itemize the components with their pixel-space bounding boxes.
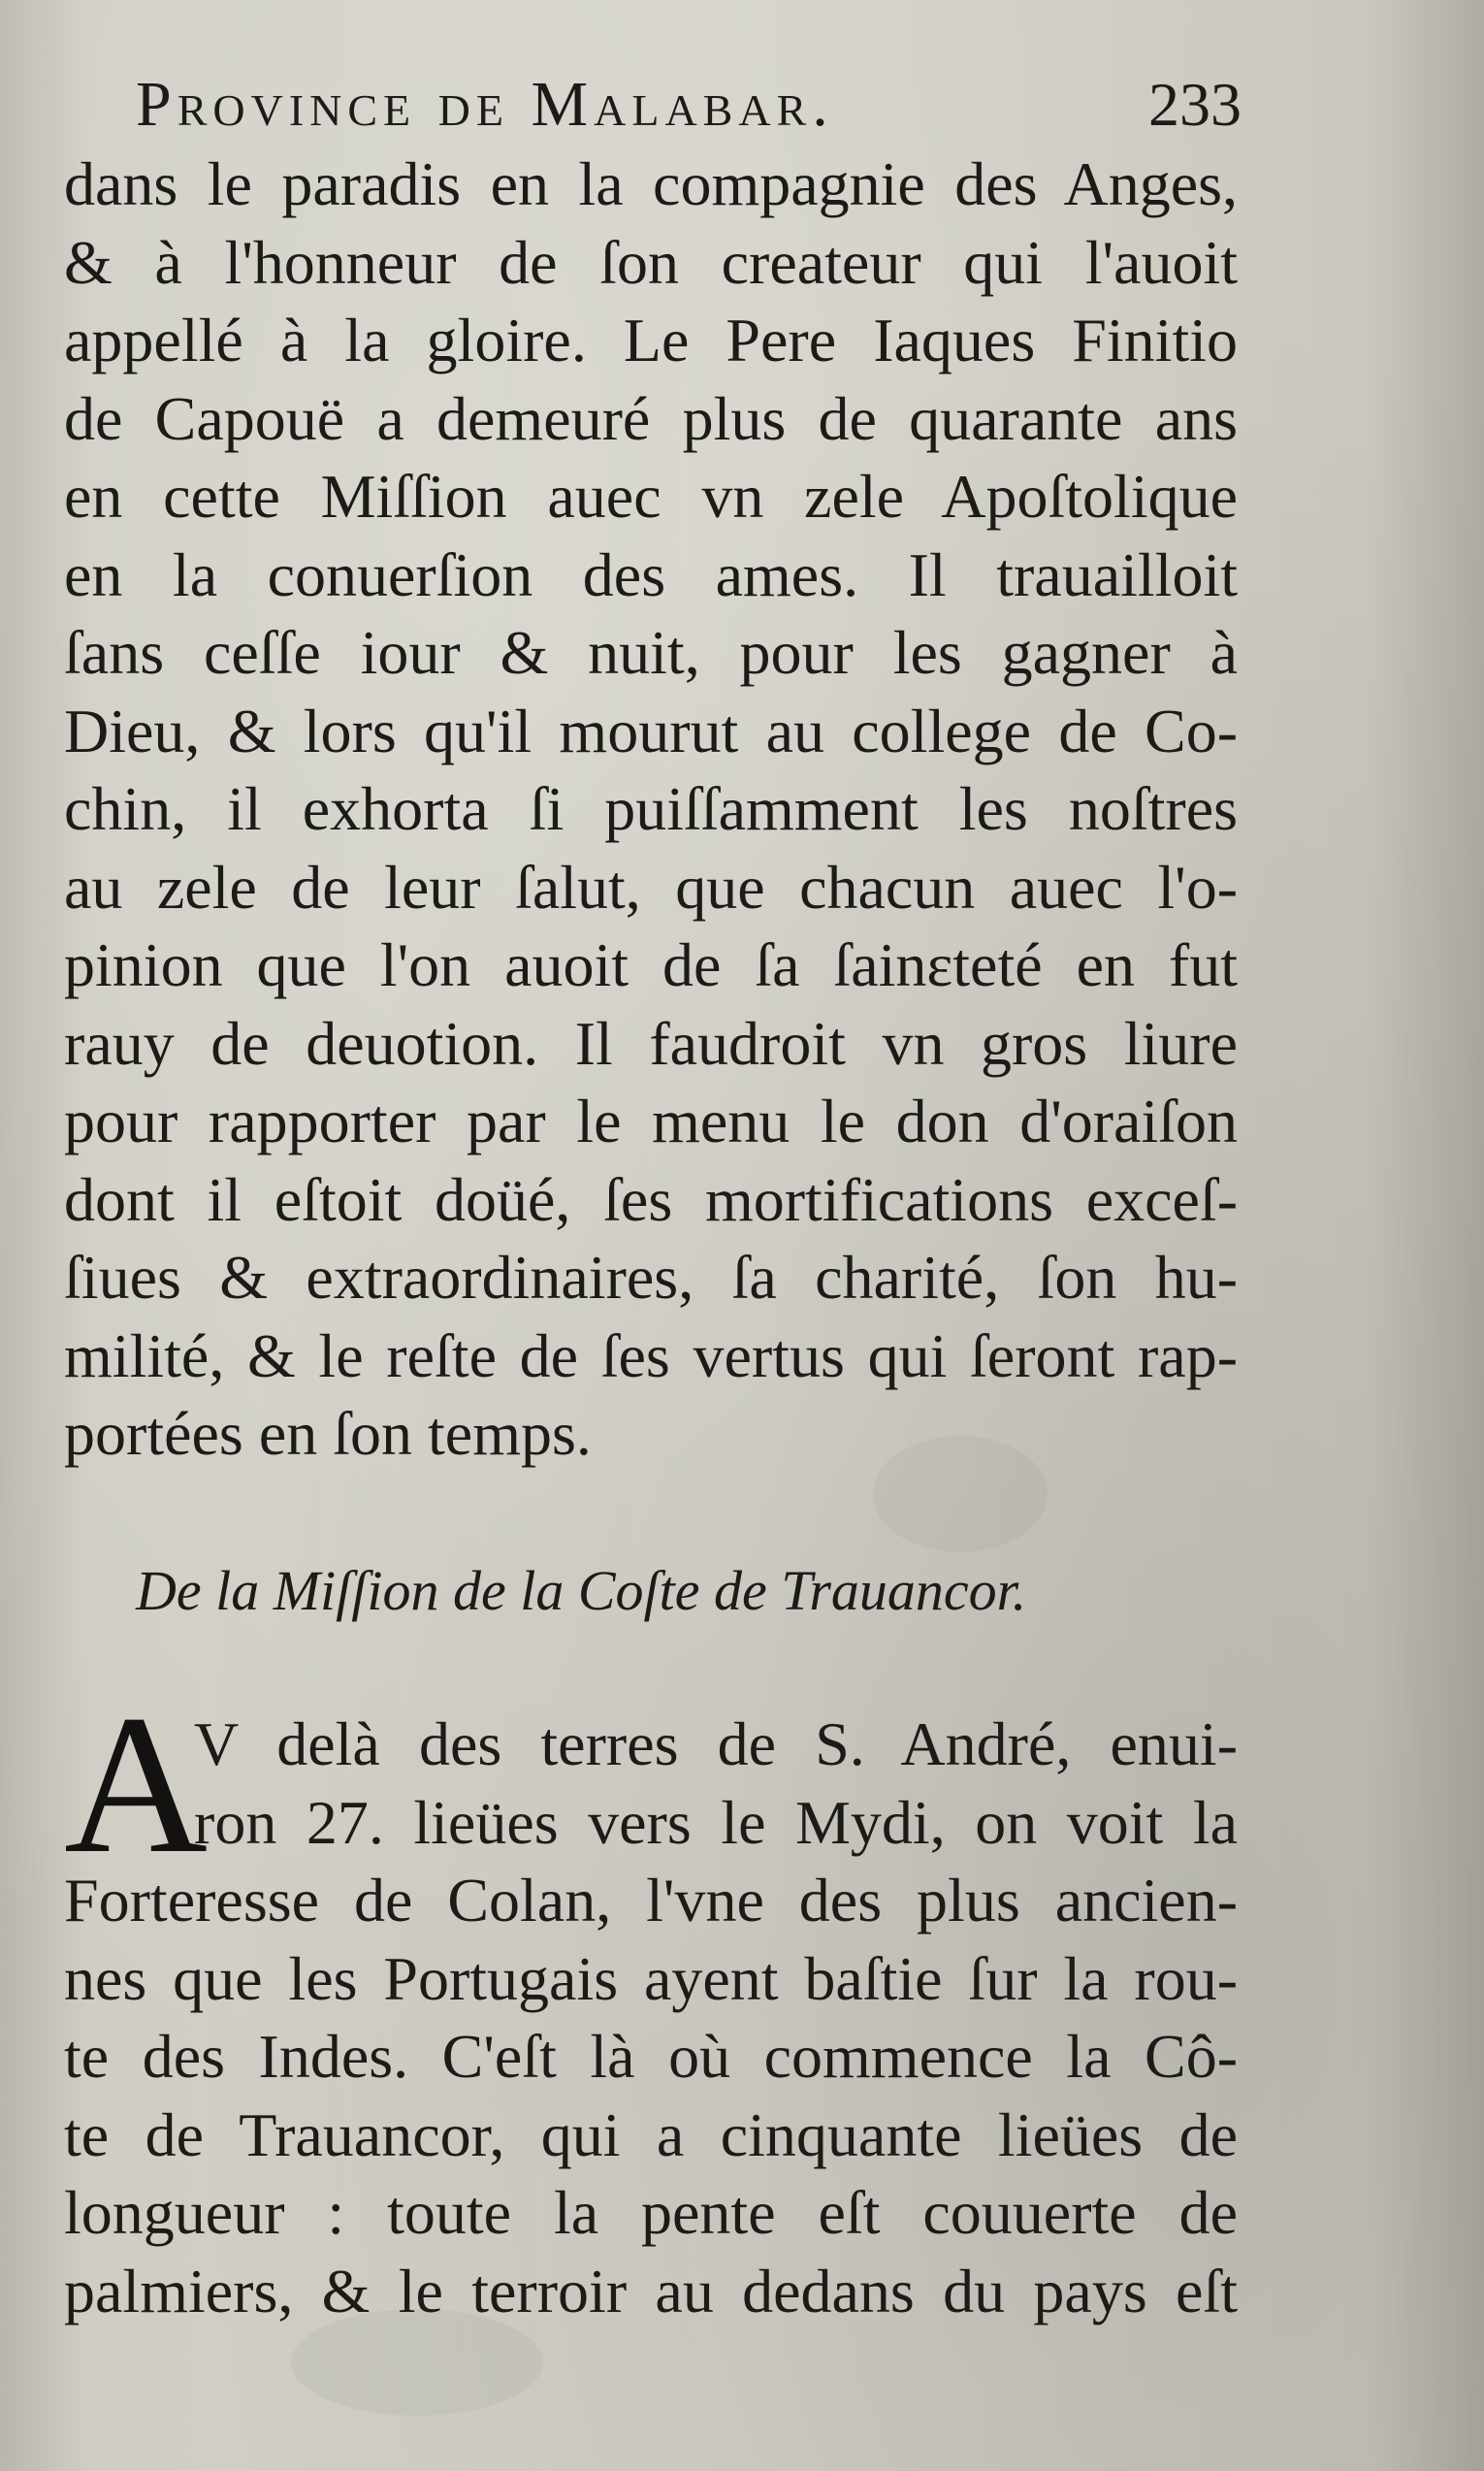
page-header bbox=[136, 66, 1242, 144]
text-line: te de Trauancor, qui a cinquante lieües de bbox=[64, 2099, 1238, 2169]
section-heading: De la Miſſion de la Coſte de Trauancor. bbox=[136, 1559, 1027, 1622]
text-line: dont il eſtoit doüé, ſes mortifications exceſ- bbox=[64, 1164, 1238, 1234]
text-line: Dieu, & lors qu'il mourut au college de Co- bbox=[64, 696, 1238, 765]
text-line: palmiers, & le terroir au dedans du pays eſt bbox=[64, 2256, 1238, 2325]
text-line: pinion que l'on auoit de ſa ſainɛteté en fut bbox=[64, 930, 1238, 999]
paragraph-section-start bbox=[64, 1674, 1238, 2330]
text-line: Forteresse de Colan, l'vne des plus ancien- bbox=[64, 1866, 1238, 1935]
text-line: longueur : toute la pente eſt couuerte de bbox=[64, 2178, 1238, 2247]
text-line: pour rapporter par le menu le don d'oraiſon bbox=[64, 1087, 1238, 1155]
text-line: rauy de deuotion. Il faudroit vn gros liure bbox=[64, 1008, 1238, 1078]
text-line: dans le paradis en la compagnie des Anges, bbox=[64, 149, 1238, 218]
text-line: te des Indes. C'eſt là où commence la Cô- bbox=[64, 2022, 1238, 2091]
text-line: ſans ceſſe iour & nuit, pour les gagner à bbox=[64, 618, 1238, 687]
text-line: de Capouë a demeuré plus de quarante ans bbox=[64, 383, 1238, 453]
text-line: milité, & le reſte de ſes vertus qui ſeront rap- bbox=[64, 1320, 1238, 1390]
drop-cap: A bbox=[64, 1674, 209, 1895]
text-line: portées en ſon temps. bbox=[64, 1399, 592, 1468]
text-line: chin, il exhorta ſi puiſſamment les noſtres bbox=[64, 774, 1238, 843]
running-head: Province de Malabar. bbox=[136, 69, 834, 140]
text-line: en cette Miſſion auec vn zele Apoſtolique bbox=[64, 462, 1238, 531]
paragraph-continued bbox=[64, 146, 1238, 1474]
text-line: en la conuerſion des ames. Il trauailloit bbox=[64, 539, 1238, 609]
text-line: appellé à la gloire. Le Pere Iaques Finitio bbox=[64, 306, 1238, 374]
text-line: nes que les Portugais ayent baſtie ſur la rou- bbox=[64, 1943, 1238, 2013]
text-line: ron 27. lieües vers le Mydi, on voit la bbox=[194, 1787, 1238, 1857]
text-line: V delà des terres de S. André, enui- bbox=[194, 1709, 1238, 1778]
text-line: au zele de leur ſalut, que chacun auec l'o- bbox=[64, 852, 1238, 922]
text-line: & à l'honneur de ſon createur qui l'auoit bbox=[64, 227, 1238, 297]
page-number: 233 bbox=[1148, 70, 1242, 139]
text-line: ſiues & extraordinaires, ſa charité, ſon hu- bbox=[64, 1243, 1238, 1312]
